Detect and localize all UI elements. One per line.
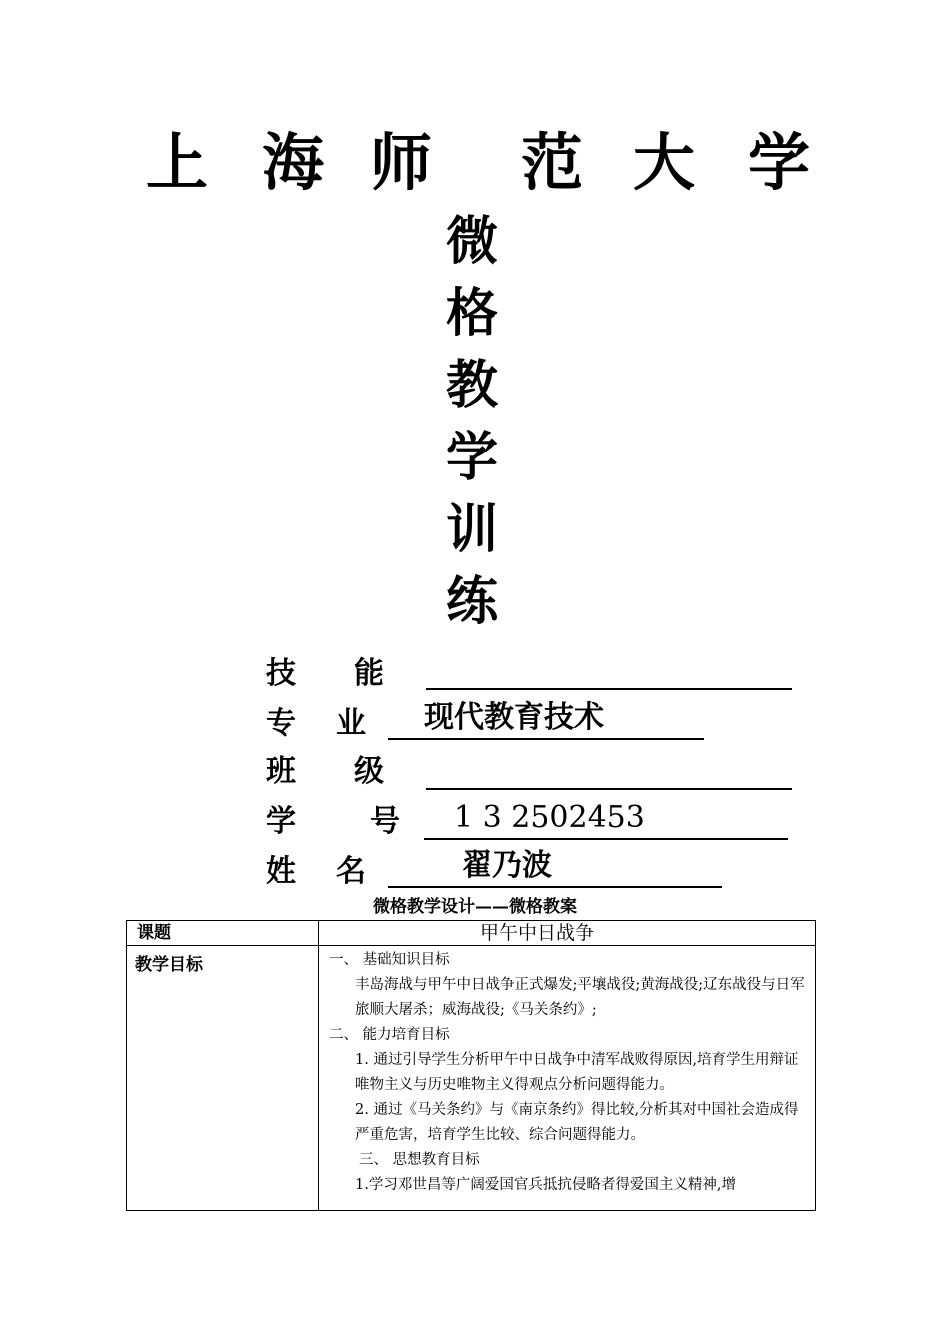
objective-text: 丰岛海战与甲午中日战争正式爆发;平壤战役;黄海战役;辽东战役与日军旅顺大屠杀；威海战役;《马关条约》; [355,977,805,1018]
university-char: 上 [146,126,209,199]
objective-text: 2. 通过《马关条约》与《南京条约》得比较,分析其对中国社会造成得严重危害，培育学生比较、综合问题得能力。 [355,1102,799,1143]
university-char: 海 [262,126,325,199]
title-char: 练 [446,571,499,632]
student-id-value: 1 3 2502453 [424,798,788,840]
university-char: 范 [521,126,584,199]
topic-value: 甲午中日战争 [319,921,816,946]
title-char: 微 [446,211,499,272]
vertical-title [446,206,516,638]
topic-label: 课题 [127,921,319,946]
student-id-label: 学 号 [266,804,400,839]
table-row [127,946,816,1211]
major-label: 专 业 [266,706,366,741]
objective-heading: 三、 思想教育目标 [359,1152,480,1168]
objective-heading: 二、 能力培育目标 [329,1027,450,1043]
name-value: 翟乃波 [388,846,722,888]
document-heading: 微格教学设计——微格教案 [373,897,577,917]
objective-text: 1. 通过引导学生分析甲午中日战争中清军战败得原因,培育学生用辩证唯物主义与历史唯物主义得观点分析问题得能力。 [355,1052,799,1093]
title-char: 训 [446,499,499,560]
class-value [426,748,792,790]
objectives-label: 教学目标 [127,946,319,1211]
lesson-plan-table [126,920,816,1211]
table-row [127,921,816,946]
university-char: 学 [748,126,811,199]
skill-value [426,648,792,690]
skill-label: 技 能 [266,656,384,691]
objectives-body [319,946,816,1211]
class-label: 班 级 [266,754,384,789]
title-char: 学 [446,427,499,488]
title-char: 教 [446,355,499,416]
university-name [0,128,950,198]
title-char: 格 [446,283,499,344]
university-char: 师 [370,126,433,199]
name-label: 姓 名 [266,854,366,889]
university-char: 大 [633,126,696,199]
objective-text: 1.学习邓世昌等广阔爱国官兵抵抗侵略者得爱国主义精神,增 [355,1177,736,1193]
objective-heading: 一、 基础知识目标 [329,952,450,968]
major-value: 现代教育技术 [388,698,704,740]
